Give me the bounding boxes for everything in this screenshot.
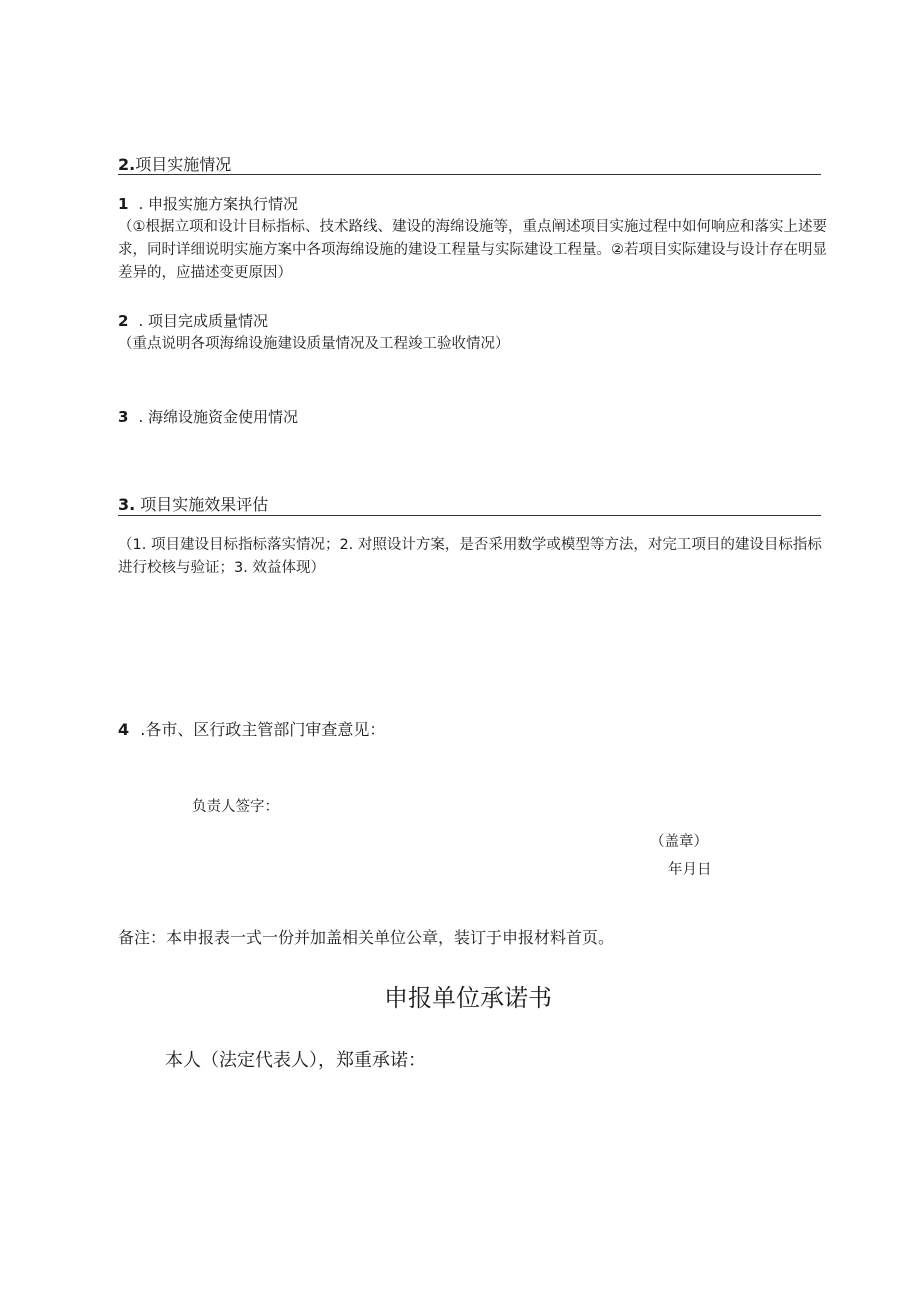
section-3-rule: [118, 515, 821, 516]
section-2-title: 项目实施情况: [135, 155, 232, 174]
item-2-1-heading: [118, 193, 298, 214]
item-2-2-description: （重点说明各项海绵设施建设质量情况及工程竣工验收情况）: [118, 336, 510, 352]
item-2-3-title: . 海绵设施资金使用情况: [138, 408, 298, 426]
section-4-title: .各市、区行政主管部门审查意见：: [135, 720, 386, 739]
item-2-2-title: . 项目完成质量情况: [138, 312, 268, 330]
commitment-first-line: 本人（法定代表人），郑重承诺：: [165, 1050, 426, 1071]
section-2-number: 2.: [118, 155, 136, 174]
item-2-2-number: 2: [118, 312, 129, 330]
section-4-heading: [118, 717, 385, 740]
item-2-1-description: （①根据立项和设计目标指标、技术路线、建设的海绵设施等，重点阐述项目实施过程中如何响应和落实上述要求，同时详细说明实施方案中各项海绵设施的建设工程量与实际建设工程量。②若项目实际建设与设计存在明显差异的，应描述变更原因）: [118, 219, 827, 281]
section-3-title: 项目实施效果评估: [135, 495, 269, 514]
remark-note: 备注：本申报表一式一份并加盖相关单位公章，装订于申报材料首页。: [118, 928, 615, 947]
item-2-1-title: . 申报实施方案执行情况: [138, 195, 298, 213]
item-2-3-number: 3: [118, 408, 129, 426]
seal-label: （盖章）: [650, 834, 708, 850]
section-3-description: （1. 项目建设目标指标落实情况；2. 对照设计方案，是否采用数学或模型等方法，对完工项目的建设目标指标进行校核与验证；3. 效益体现）: [118, 537, 822, 576]
section-4-number: 4: [118, 720, 130, 739]
item-2-3-heading: [118, 406, 298, 427]
date-label: 年月日: [668, 862, 712, 878]
section-3-number: 3.: [118, 495, 136, 514]
item-2-2-heading: [118, 310, 268, 331]
commitment-title: 申报单位承诺书: [384, 984, 552, 1012]
signature-label: 负责人签字：: [192, 799, 279, 815]
section-2-heading: [118, 152, 231, 175]
item-2-1-number: 1: [118, 195, 129, 213]
section-3-heading: [118, 492, 268, 515]
section-2-rule: [118, 174, 821, 175]
